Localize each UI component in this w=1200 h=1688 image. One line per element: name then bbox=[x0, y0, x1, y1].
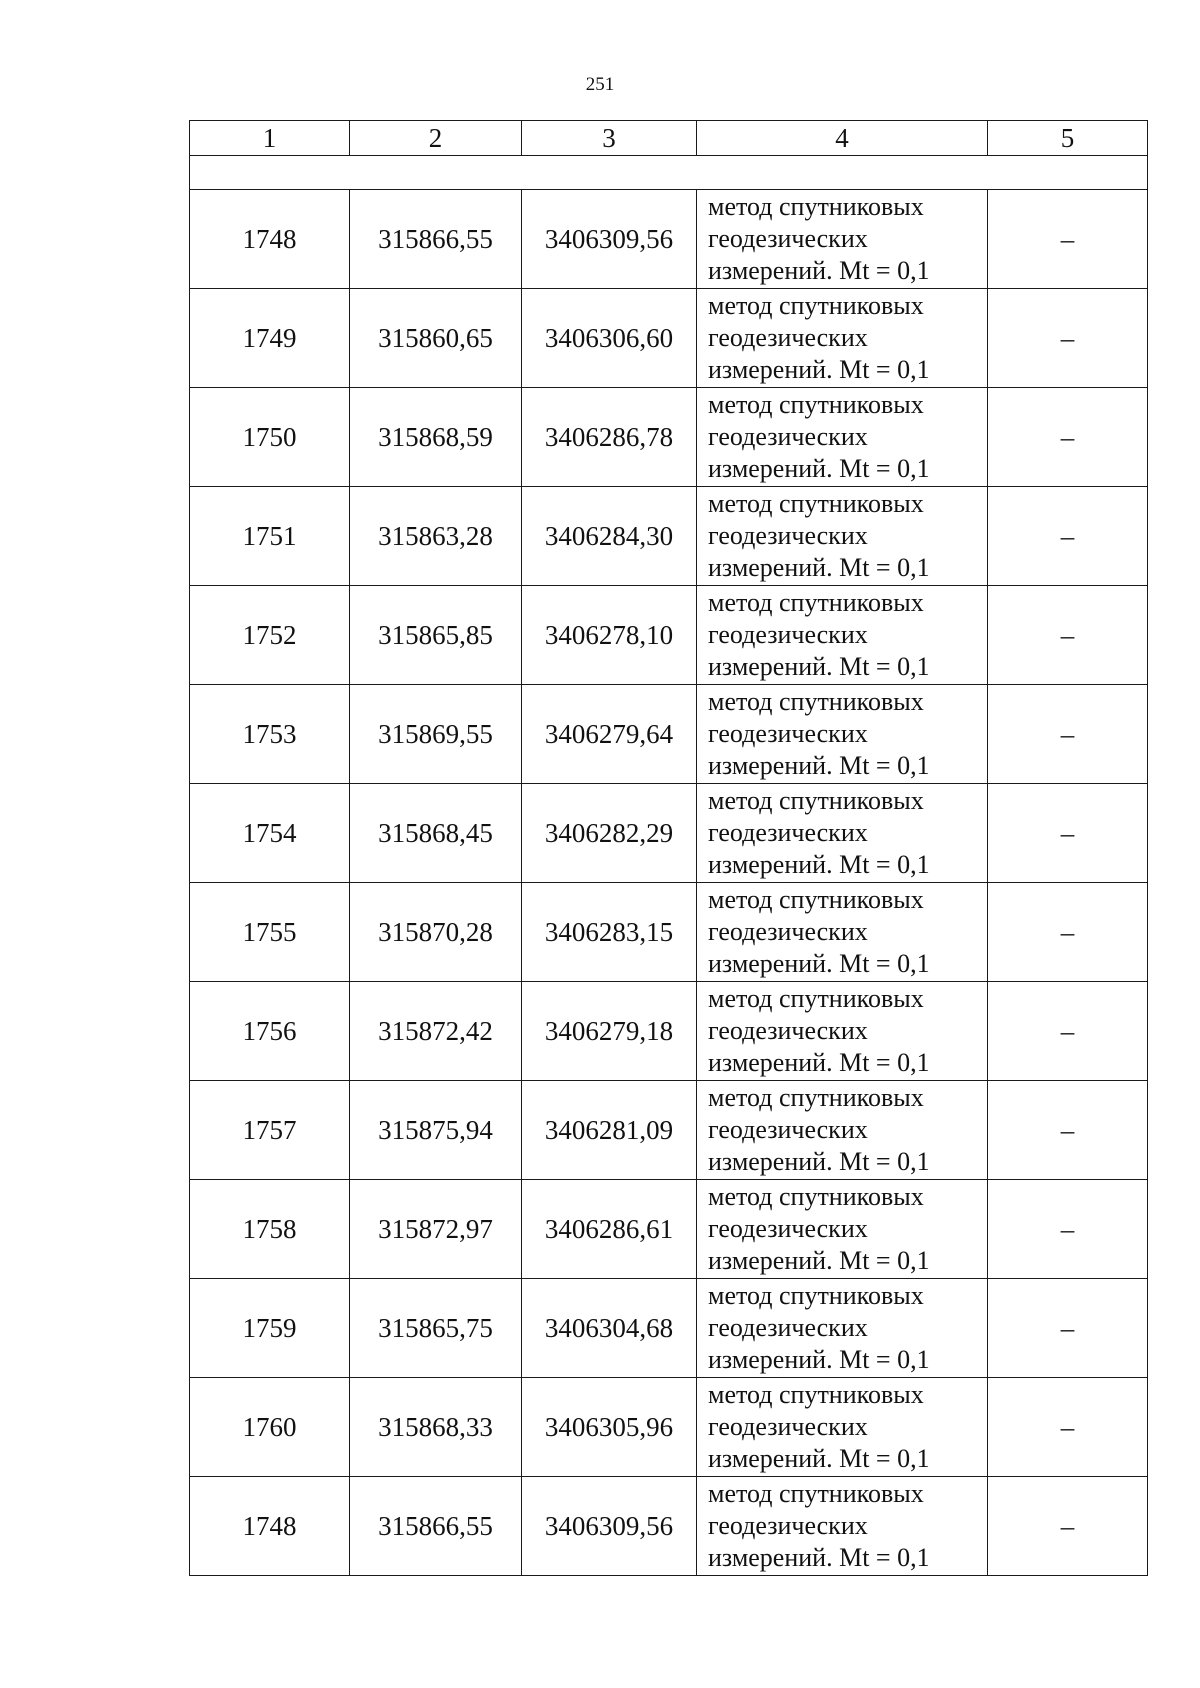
table-row bbox=[190, 1279, 1148, 1378]
method-cell bbox=[697, 883, 988, 982]
y-coordinate-cell: 3406283,15 bbox=[522, 883, 697, 982]
method-text-line: геодезических bbox=[708, 719, 868, 748]
point-cell: 1753 bbox=[190, 685, 350, 784]
x-coordinate-cell: 315863,28 bbox=[350, 487, 522, 586]
x-coordinate-cell: 315865,85 bbox=[350, 586, 522, 685]
note-cell: – bbox=[988, 1081, 1148, 1180]
point-cell: 1755 bbox=[190, 883, 350, 982]
y-coordinate-cell: 3406309,56 bbox=[522, 190, 697, 289]
point-cell: 1760 bbox=[190, 1378, 350, 1477]
y-coordinate-cell: 3406305,96 bbox=[522, 1378, 697, 1477]
method-text-line: геодезических bbox=[708, 620, 868, 649]
x-coordinate-cell: 315868,59 bbox=[350, 388, 522, 487]
x-coordinate-cell: 315868,45 bbox=[350, 784, 522, 883]
method-text-line: геодезических bbox=[708, 323, 868, 352]
note-cell: – bbox=[988, 190, 1148, 289]
method-cell bbox=[697, 1081, 988, 1180]
table-row bbox=[190, 784, 1148, 883]
table-row bbox=[190, 388, 1148, 487]
method-text-line: метод спутниковых bbox=[708, 1083, 924, 1112]
y-coordinate-cell: 3406304,68 bbox=[522, 1279, 697, 1378]
method-text-line: геодезических bbox=[708, 1115, 868, 1144]
page-number: 251 bbox=[585, 74, 615, 95]
header-row bbox=[190, 121, 1148, 156]
method-text-line: геодезических bbox=[708, 422, 868, 451]
method-text-line: метод спутниковых bbox=[708, 984, 924, 1013]
x-coordinate-cell: 315870,28 bbox=[350, 883, 522, 982]
table-row bbox=[190, 586, 1148, 685]
x-coordinate-cell: 315866,55 bbox=[350, 1477, 522, 1576]
point-cell: 1751 bbox=[190, 487, 350, 586]
table-row bbox=[190, 289, 1148, 388]
column-header: 3 bbox=[522, 121, 697, 156]
method-text-line: измерений. Mt = 0,1 bbox=[708, 1147, 930, 1176]
note-cell: – bbox=[988, 586, 1148, 685]
note-cell: – bbox=[988, 1378, 1148, 1477]
method-text-line: измерений. Mt = 0,1 bbox=[708, 751, 930, 780]
method-text-line: метод спутниковых bbox=[708, 1281, 924, 1310]
method-text-line: геодезических bbox=[708, 1313, 868, 1342]
x-coordinate-cell: 315866,55 bbox=[350, 190, 522, 289]
method-text-line: измерений. Mt = 0,1 bbox=[708, 1048, 930, 1077]
method-cell bbox=[697, 1477, 988, 1576]
point-cell: 1756 bbox=[190, 982, 350, 1081]
method-text-line: метод спутниковых bbox=[708, 885, 924, 914]
table-row bbox=[190, 1378, 1148, 1477]
point-cell: 1758 bbox=[190, 1180, 350, 1279]
method-text-line: геодезических bbox=[708, 224, 868, 253]
table-row bbox=[190, 1477, 1148, 1576]
method-cell bbox=[697, 388, 988, 487]
point-cell: 1748 bbox=[190, 190, 350, 289]
table-row bbox=[190, 1180, 1148, 1279]
method-text-line: измерений. Mt = 0,1 bbox=[708, 256, 930, 285]
method-cell bbox=[697, 190, 988, 289]
method-text-line: измерений. Mt = 0,1 bbox=[708, 1444, 930, 1473]
method-cell bbox=[697, 289, 988, 388]
empty-section-row bbox=[190, 156, 1148, 190]
method-text-line: геодезических bbox=[708, 1214, 868, 1243]
method-text-line: измерений. Mt = 0,1 bbox=[708, 850, 930, 879]
x-coordinate-cell: 315872,42 bbox=[350, 982, 522, 1081]
x-coordinate-cell: 315860,65 bbox=[350, 289, 522, 388]
method-text-line: измерений. Mt = 0,1 bbox=[708, 1246, 930, 1275]
table-row bbox=[190, 685, 1148, 784]
method-cell bbox=[697, 487, 988, 586]
table-row bbox=[190, 190, 1148, 289]
method-text-line: измерений. Mt = 0,1 bbox=[708, 949, 930, 978]
method-text-line: измерений. Mt = 0,1 bbox=[708, 553, 930, 582]
table-row bbox=[190, 982, 1148, 1081]
method-text-line: геодезических bbox=[708, 1016, 868, 1045]
note-cell: – bbox=[988, 1279, 1148, 1378]
method-text-line: метод спутниковых bbox=[708, 1479, 924, 1508]
table-row bbox=[190, 1081, 1148, 1180]
method-cell bbox=[697, 1279, 988, 1378]
method-text-line: метод спутниковых bbox=[708, 687, 924, 716]
method-text-line: метод спутниковых bbox=[708, 291, 924, 320]
note-cell: – bbox=[988, 685, 1148, 784]
point-cell: 1759 bbox=[190, 1279, 350, 1378]
note-cell: – bbox=[988, 1180, 1148, 1279]
method-text-line: метод спутниковых bbox=[708, 786, 924, 815]
point-cell: 1754 bbox=[190, 784, 350, 883]
method-cell bbox=[697, 1180, 988, 1279]
note-cell: – bbox=[988, 388, 1148, 487]
method-cell bbox=[697, 685, 988, 784]
method-text-line: метод спутниковых bbox=[708, 1380, 924, 1409]
y-coordinate-cell: 3406279,64 bbox=[522, 685, 697, 784]
column-header: 2 bbox=[350, 121, 522, 156]
method-text-line: измерений. Mt = 0,1 bbox=[708, 652, 930, 681]
y-coordinate-cell: 3406279,18 bbox=[522, 982, 697, 1081]
point-cell: 1750 bbox=[190, 388, 350, 487]
method-text-line: метод спутниковых bbox=[708, 192, 924, 221]
y-coordinate-cell: 3406281,09 bbox=[522, 1081, 697, 1180]
method-text-line: измерений. Mt = 0,1 bbox=[708, 355, 930, 384]
table-row bbox=[190, 883, 1148, 982]
method-text-line: измерений. Mt = 0,1 bbox=[708, 454, 930, 483]
column-header: 1 bbox=[190, 121, 350, 156]
coordinates-table bbox=[189, 120, 1148, 1576]
note-cell: – bbox=[988, 1477, 1148, 1576]
y-coordinate-cell: 3406286,78 bbox=[522, 388, 697, 487]
method-text-line: геодезических bbox=[708, 818, 868, 847]
column-header: 4 bbox=[697, 121, 988, 156]
note-cell: – bbox=[988, 883, 1148, 982]
method-text-line: метод спутниковых bbox=[708, 588, 924, 617]
point-cell: 1748 bbox=[190, 1477, 350, 1576]
point-cell: 1749 bbox=[190, 289, 350, 388]
y-coordinate-cell: 3406282,29 bbox=[522, 784, 697, 883]
note-cell: – bbox=[988, 982, 1148, 1081]
y-coordinate-cell: 3406309,56 bbox=[522, 1477, 697, 1576]
method-text-line: метод спутниковых bbox=[708, 1182, 924, 1211]
note-cell: – bbox=[988, 784, 1148, 883]
method-cell bbox=[697, 982, 988, 1081]
method-text-line: геодезических bbox=[708, 521, 868, 550]
column-header: 5 bbox=[988, 121, 1148, 156]
method-text-line: геодезических bbox=[708, 1511, 868, 1540]
method-cell bbox=[697, 784, 988, 883]
y-coordinate-cell: 3406284,30 bbox=[522, 487, 697, 586]
x-coordinate-cell: 315868,33 bbox=[350, 1378, 522, 1477]
method-text-line: геодезических bbox=[708, 1412, 868, 1441]
method-text-line: геодезических bbox=[708, 917, 868, 946]
y-coordinate-cell: 3406306,60 bbox=[522, 289, 697, 388]
x-coordinate-cell: 315869,55 bbox=[350, 685, 522, 784]
empty-section-cell bbox=[190, 156, 1148, 190]
x-coordinate-cell: 315875,94 bbox=[350, 1081, 522, 1180]
note-cell: – bbox=[988, 289, 1148, 388]
method-text-line: измерений. Mt = 0,1 bbox=[708, 1543, 930, 1572]
point-cell: 1752 bbox=[190, 586, 350, 685]
x-coordinate-cell: 315865,75 bbox=[350, 1279, 522, 1378]
method-cell bbox=[697, 1378, 988, 1477]
method-cell bbox=[697, 586, 988, 685]
table-body bbox=[190, 121, 1148, 1576]
method-text-line: метод спутниковых bbox=[708, 390, 924, 419]
method-text-line: метод спутниковых bbox=[708, 489, 924, 518]
method-text-line: измерений. Mt = 0,1 bbox=[708, 1345, 930, 1374]
y-coordinate-cell: 3406278,10 bbox=[522, 586, 697, 685]
point-cell: 1757 bbox=[190, 1081, 350, 1180]
note-cell: – bbox=[988, 487, 1148, 586]
x-coordinate-cell: 315872,97 bbox=[350, 1180, 522, 1279]
y-coordinate-cell: 3406286,61 bbox=[522, 1180, 697, 1279]
table-row bbox=[190, 487, 1148, 586]
